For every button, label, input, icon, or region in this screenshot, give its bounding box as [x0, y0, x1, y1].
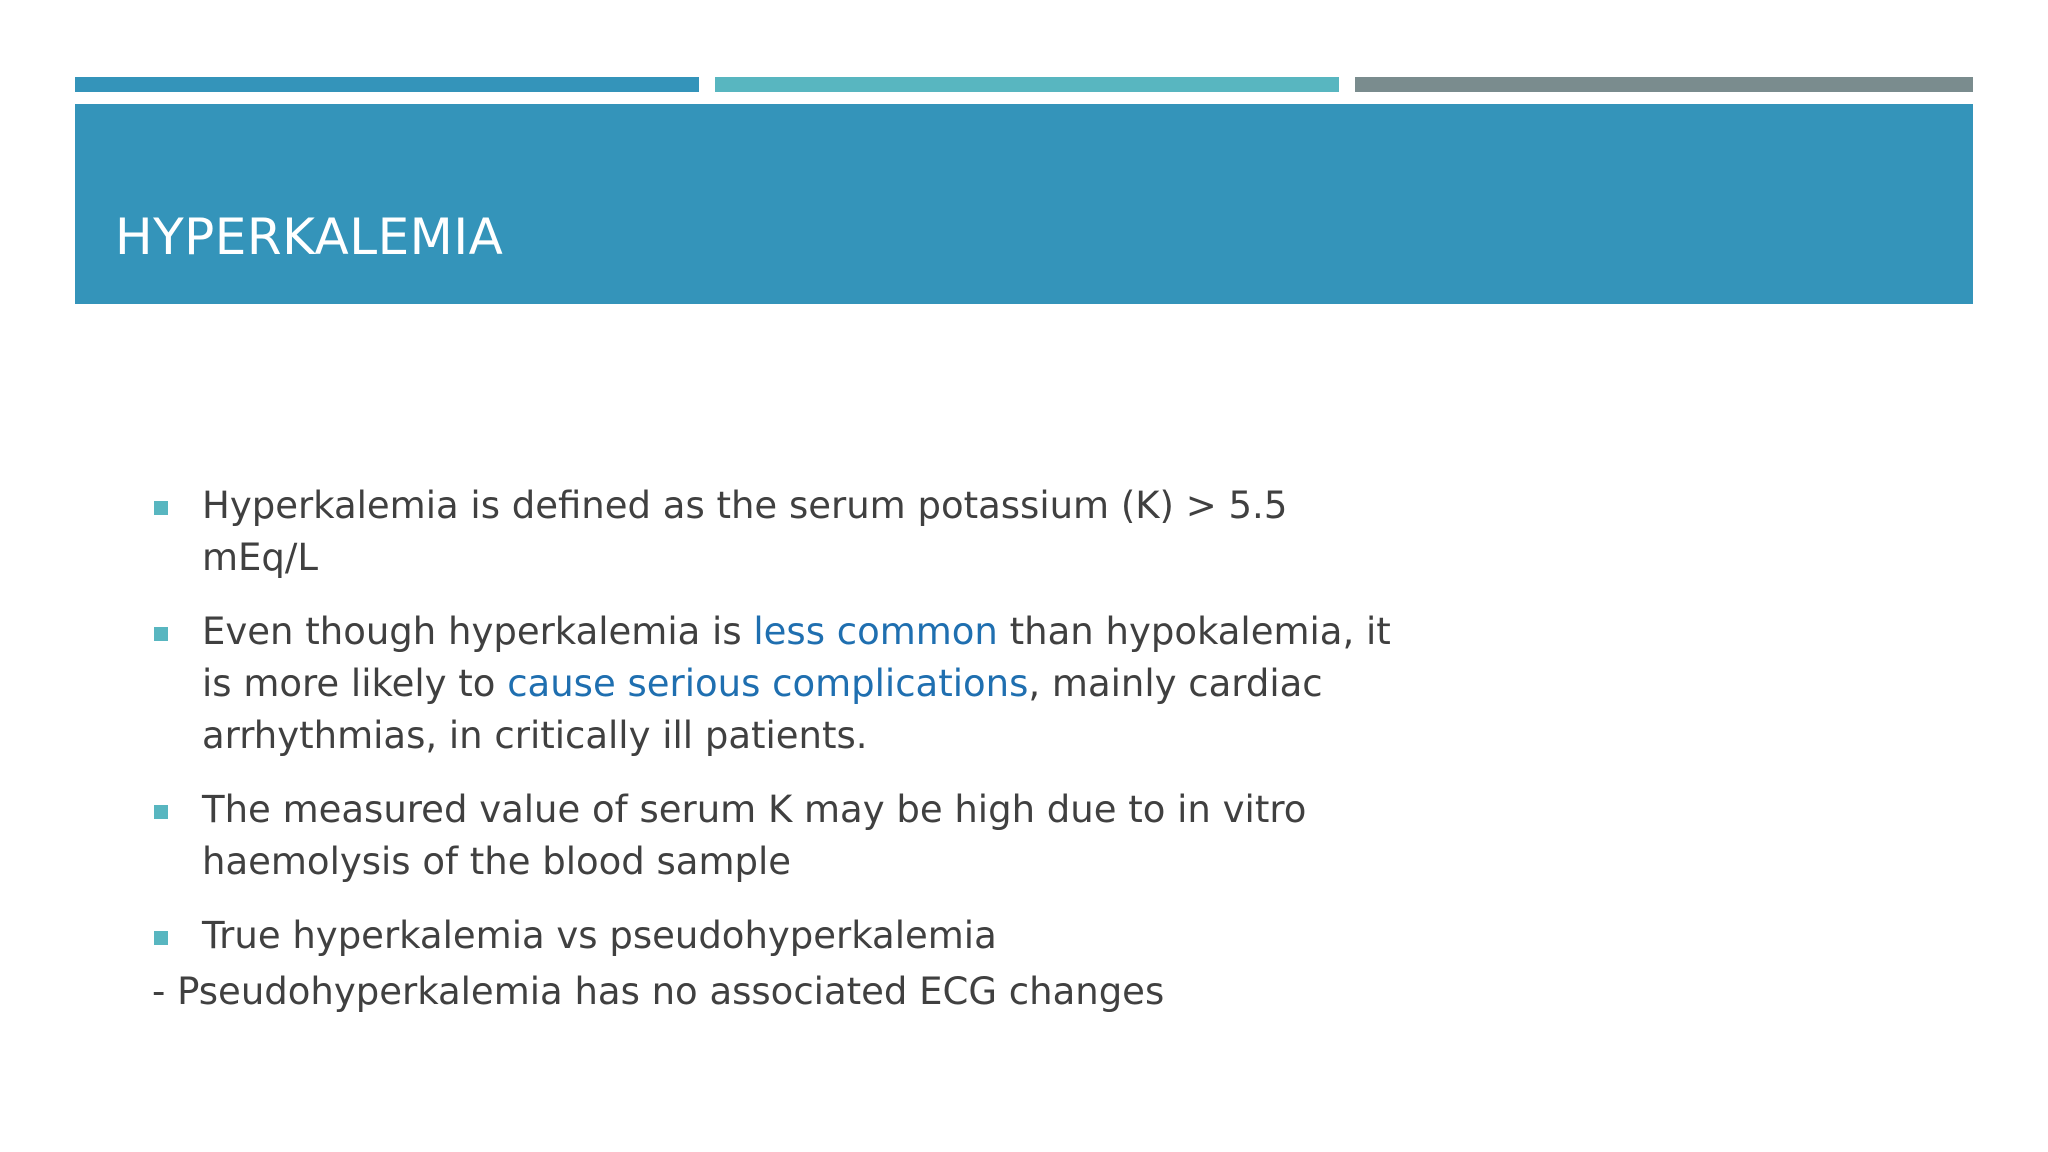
bullet-text: The measured value of serum K may be high due to in vitro haemolysis of the blood sample — [202, 788, 1307, 883]
square-bullet-icon — [154, 501, 168, 515]
slide-content — [150, 480, 1410, 1018]
top-accent-bar-teal — [715, 77, 1339, 92]
highlight-less-common: less common — [753, 610, 998, 653]
bullet-item-complications — [150, 606, 1410, 762]
bullet-text: True hyperkalemia vs pseudohyperkalemia — [202, 914, 997, 957]
sub-line-pseudohyperkalemia: - Pseudohyperkalemia has no associated ECG changes — [152, 970, 1165, 1013]
highlight-serious-complications: cause serious complications — [507, 662, 1029, 705]
square-bullet-icon — [154, 627, 168, 641]
top-accent-bar-blue — [75, 77, 699, 92]
bullet-item-definition — [150, 480, 1410, 584]
square-bullet-icon — [154, 805, 168, 819]
bullet-text-part-3: , mainly cardiac arrhythmias, in critically ill patients. — [202, 662, 1323, 757]
bullet-item-true-vs-pseudo — [150, 910, 1410, 962]
bullet-text: Hyperkalemia is defined as the serum potassium (K) > 5.5 mEq/L — [202, 484, 1288, 579]
bullet-text-part-1: Even though hyperkalemia is — [202, 610, 754, 653]
top-accent-bar-gray — [1355, 77, 1973, 92]
bullet-text-part-2: than hypokalemia, it is more likely to — [202, 610, 1391, 705]
slide-title: HYPERKALEMIA — [115, 208, 504, 266]
bullet-item-measured-value — [150, 784, 1410, 888]
square-bullet-icon — [154, 931, 168, 945]
title-band — [75, 104, 1973, 304]
